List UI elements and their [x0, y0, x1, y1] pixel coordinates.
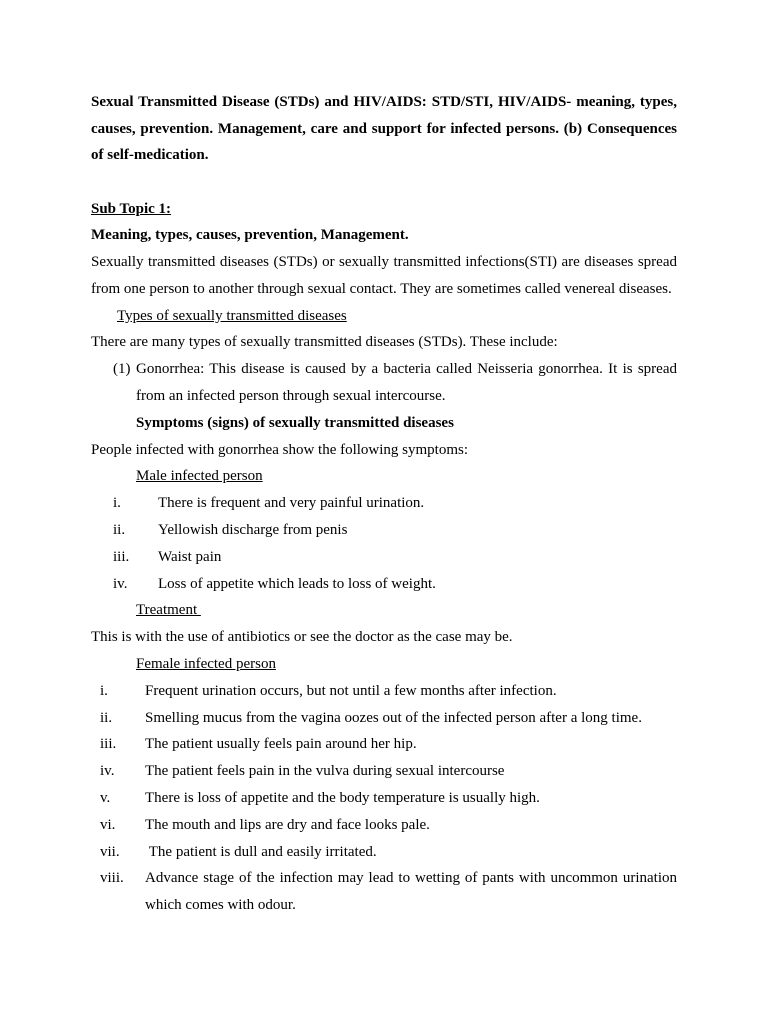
list-numeral: v. [100, 790, 111, 807]
list-numeral: i. [113, 495, 121, 512]
male-heading-text: Male infected person [136, 468, 263, 485]
list-item-text: There is loss of appetite and the body temperature is usually high. [145, 790, 540, 807]
list-item [91, 758, 677, 785]
symptoms-heading: Symptoms (signs) of sexually transmitted diseases [136, 414, 454, 431]
types-heading-text: Types of sexually transmitted diseases [117, 307, 347, 324]
list-item [91, 785, 677, 812]
spacer [91, 169, 677, 196]
intro-paragraph: Sexually transmitted diseases (STDs) or sexually transmitted infections(STI) are diseases spread from one person to another through sexual contact. They are sometimes called venereal diseases. [91, 254, 677, 297]
female-symptom-list [91, 678, 677, 919]
list-item-text: The mouth and lips are dry and face looks pale. [145, 816, 430, 833]
list-numeral: viii. [100, 870, 124, 887]
list-item [91, 490, 677, 517]
list-item-text: Yellowish discharge from penis [158, 522, 348, 539]
list-item-text: The patient feels pain in the vulva during sexual intercourse [145, 763, 505, 780]
list-numeral: vii. [100, 843, 120, 860]
list-item-text: Smelling mucus from the vagina oozes out of the infected person after a long time. [145, 709, 642, 726]
list-item [91, 812, 677, 839]
list-numeral: vi. [100, 816, 116, 833]
treatment-heading [91, 597, 677, 624]
list-numeral: ii. [113, 522, 126, 539]
list-item [91, 678, 677, 705]
list-item-text: Advance stage of the infection may lead to wetting of pants with uncommon urination which comes with odour. [145, 870, 677, 914]
list-item [91, 517, 677, 544]
list-item [91, 731, 677, 758]
treatment-text: This is with the use of antibiotics or see the doctor as the case may be. [91, 629, 513, 646]
list-item-text: Frequent urination occurs, but not until a few months after infection. [145, 682, 557, 699]
list-item [91, 839, 677, 866]
list-item [91, 544, 677, 571]
female-heading-text: Female infected person [136, 656, 276, 673]
list-item-text: Loss of appetite which leads to loss of weight. [158, 575, 436, 592]
list-item-text: The patient usually feels pain around her hip. [145, 736, 417, 753]
list-numeral: ii. [100, 709, 113, 726]
list-numeral: iv. [100, 763, 115, 780]
male-symptom-list [91, 490, 677, 597]
list-numeral: iv. [113, 575, 128, 592]
document-title: Sexual Transmitted Disease (STDs) and HIV/AIDS: STD/STI, HIV/AIDS- meaning, types, causes, prevention. Management, care and support for infected persons. (b) Consequences of self-medication. [91, 94, 677, 163]
gonorrhea-text: Gonorrhea: This disease is caused by a bacteria called Neisseria gonorrhea. It is spread from an infected person through sexual intercourse. [136, 361, 677, 405]
treatment-heading-text: Treatment [136, 602, 201, 619]
list-numeral: i. [100, 682, 108, 699]
list-item [91, 571, 677, 598]
female-heading [91, 651, 677, 678]
male-heading [91, 463, 677, 490]
list-item [91, 705, 677, 732]
list-numeral: iii. [100, 736, 117, 753]
gonorrhea-number: (1) [113, 361, 131, 378]
subtopic-heading: Meaning, types, causes, prevention, Management. [91, 227, 409, 244]
symptoms-intro: People infected with gonorrhea show the following symptoms: [91, 441, 469, 458]
list-item-text: The patient is dull and easily irritated. [145, 843, 377, 860]
gonorrhea-item [91, 356, 677, 410]
list-item [91, 865, 677, 919]
list-numeral: iii. [113, 548, 130, 565]
document-page [91, 89, 677, 919]
list-item-text: Waist pain [158, 548, 222, 565]
types-heading [91, 303, 677, 330]
list-item-text: There is frequent and very painful urination. [158, 495, 425, 512]
types-intro: There are many types of sexually transmitted diseases (STDs). These include: [91, 334, 558, 351]
subtopic-label: Sub Topic 1: [91, 200, 172, 217]
